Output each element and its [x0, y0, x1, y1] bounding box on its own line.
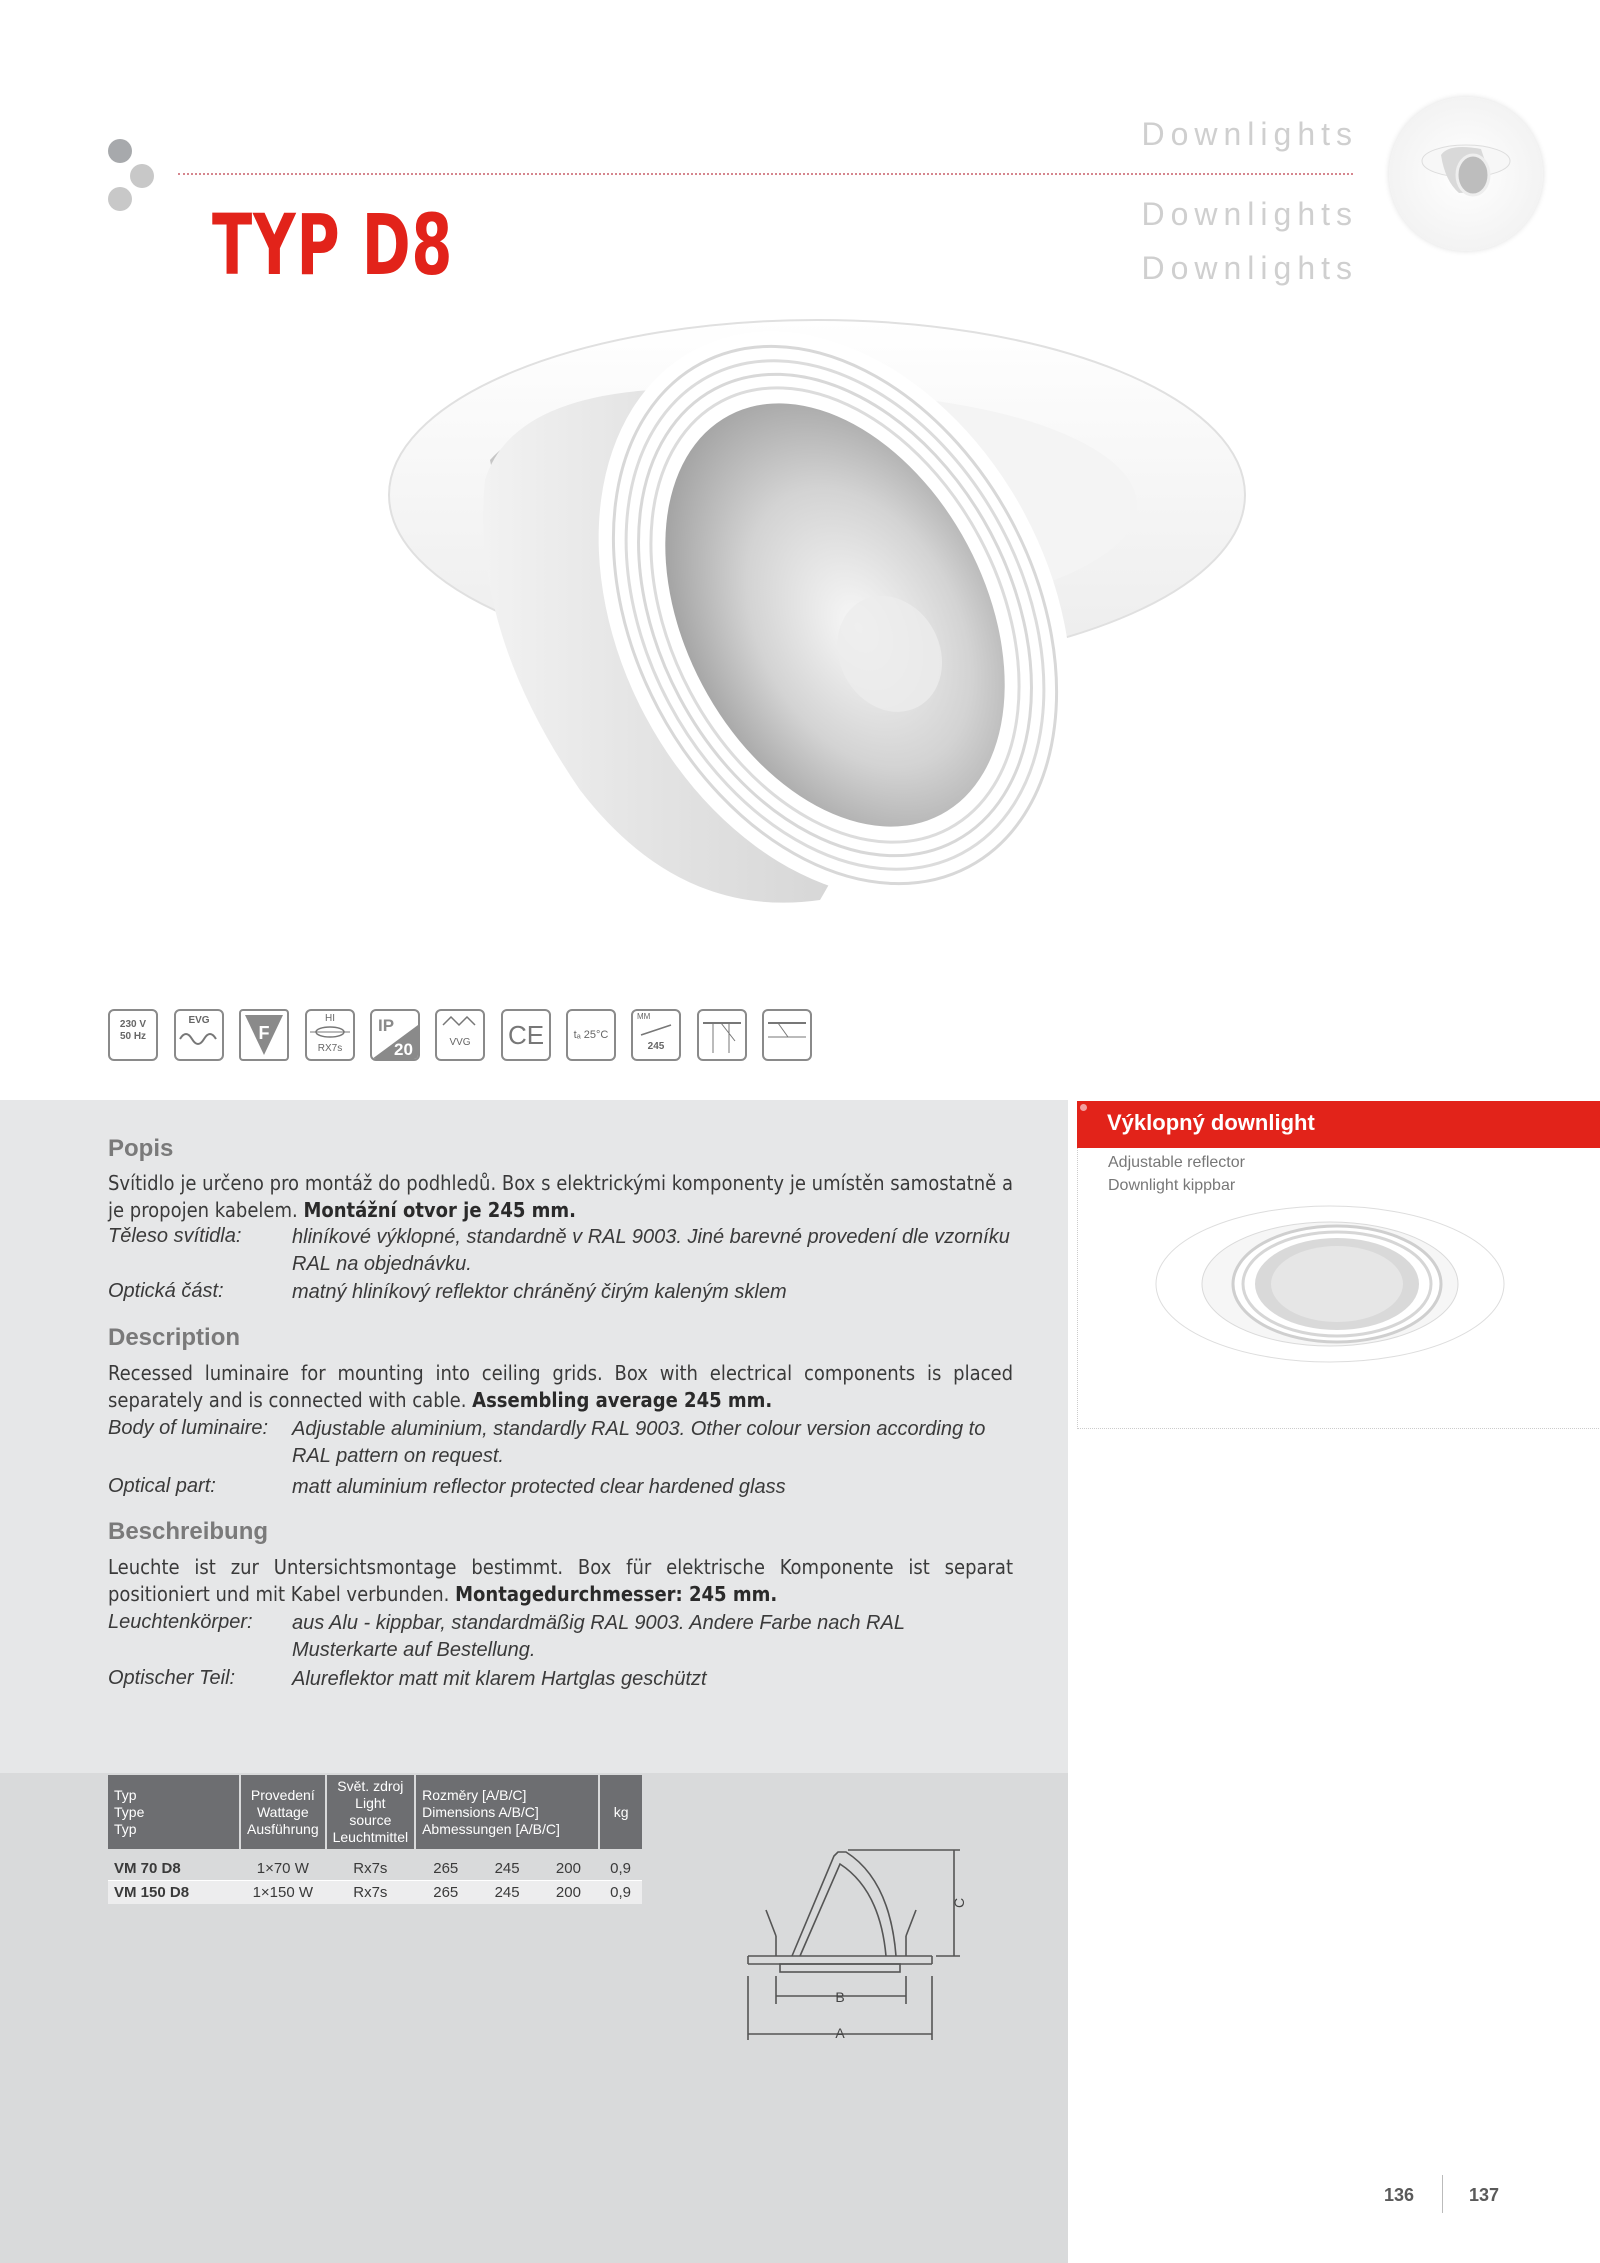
table-row: VM 70 D8 1×70 W Rx7s 265 245 200 0,9: [108, 1853, 642, 1881]
spec-table: [108, 1775, 642, 1904]
vvg-icon: VVG: [435, 1009, 485, 1061]
ceiling-mount-icon: [697, 1009, 747, 1061]
table-header-typ: Typ Type Typ: [108, 1775, 240, 1853]
ip20-icon: [370, 1009, 420, 1061]
ambient-temp-icon: tₐ 25°C: [566, 1009, 616, 1061]
svg-text:C: C: [951, 1897, 967, 1908]
beschreibung-label: Leuchtenkörper:: [108, 1611, 253, 1633]
side-subtitle: Adjustable reflector: [1108, 1154, 1245, 1171]
category-label: Downlights: [1141, 116, 1358, 152]
page-divider: [1442, 2175, 1443, 2213]
popis-label: Těleso svítidla:: [108, 1225, 242, 1247]
popis-value: hliníkové výklopné, standardně v RAL 9003. Jiné barevné provedení dle vzorníku RAL na objednávku.: [292, 1226, 1010, 1275]
description-value: matt aluminium reflector protected clear hardened glass: [292, 1476, 786, 1498]
page-number-right: 137: [1469, 2185, 1500, 2205]
description-value: Adjustable aluminium, standardly RAL 9003. Other colour version according to RAL pattern on request.: [292, 1418, 986, 1467]
evg-ballast-icon: EVG: [174, 1009, 224, 1061]
f-mark-icon: [239, 1009, 289, 1061]
table-header-kg: kg: [599, 1775, 642, 1853]
table-header-dimensions: Rozměry [A/B/C] Dimensions A/B/C] Abmessungen [A/B/C]: [415, 1775, 599, 1853]
voltage-230v-icon: 230 V 50 Hz: [108, 1009, 158, 1061]
side-subtitle: Downlight kippbar: [1108, 1177, 1236, 1194]
category-thumbnail: [1389, 97, 1543, 251]
description-heading: Description: [108, 1324, 241, 1351]
description-text: Recessed luminaire for mounting into ceiling grids. Box with electrical components is placed separately and is connected with cable. Assembling average 245 mm.: [108, 1361, 1013, 1412]
table-row: VM 150 D8 1×150 W Rx7s 265 245 200 0,9: [108, 1881, 642, 1905]
product-photo: [380, 310, 1250, 930]
ce-mark-icon: CE: [501, 1009, 551, 1061]
header-dotted-rule: [178, 173, 1353, 175]
cutout-245-icon: MM 245: [631, 1009, 681, 1061]
popis-text: Svítidlo je určeno pro montáž do podhledů. Box s elektrickými komponenty je umístěn samostatně a je propojen kabelem. Montážní otvor je 245 mm.: [108, 1171, 1013, 1222]
table-header-wattage: Provedení Wattage Ausführung: [240, 1775, 326, 1853]
beschreibung-text: Leuchte ist zur Untersichtsmontage bestimmt. Box für elektrische Komponente ist separat positioniert und mit Kabel verbunden. Montagedurchmesser: 245 mm.: [108, 1555, 1013, 1606]
table-header-source: Svět. zdroj Light source Leuchtmittel: [326, 1775, 415, 1853]
product-title: TYP D8: [212, 196, 454, 294]
category-label: Downlights: [1141, 250, 1358, 286]
side-product-photo: [1155, 1200, 1505, 1365]
side-bullet-icon: [1080, 1104, 1087, 1111]
recessed-mount-icon: [762, 1009, 812, 1061]
svg-text:A: A: [835, 2025, 845, 2041]
svg-text:B: B: [835, 1989, 845, 2005]
side-box-title: Výklopný downlight: [1107, 1110, 1315, 1135]
svg-text:F: F: [258, 1023, 270, 1043]
svg-text:20: 20: [394, 1040, 413, 1059]
description-label: Body of luminaire:: [108, 1417, 269, 1439]
hi-lamp-rx7s-icon: HI RX7s: [305, 1009, 355, 1061]
beschreibung-label: Optischer Teil:: [108, 1667, 236, 1689]
dimension-drawing: [740, 1840, 980, 2050]
category-label: Downlights: [1141, 196, 1358, 232]
popis-value: matný hliníkový reflektor chráněný čirým kaleným sklem: [292, 1281, 787, 1303]
description-label: Optical part:: [108, 1475, 216, 1497]
popis-heading: Popis: [108, 1135, 174, 1162]
beschreibung-value: Alureflektor matt mit klarem Hartglas geschützt: [292, 1668, 707, 1690]
popis-label: Optická část:: [108, 1280, 224, 1302]
page-number-left: 136: [1384, 2185, 1415, 2205]
beschreibung-value: aus Alu - kippbar, standardmäßig RAL 9003. Andere Farbe nach RAL Musterkarte auf Bestellung.: [292, 1612, 905, 1661]
beschreibung-heading: Beschreibung: [108, 1518, 269, 1545]
svg-text:IP: IP: [378, 1016, 395, 1035]
